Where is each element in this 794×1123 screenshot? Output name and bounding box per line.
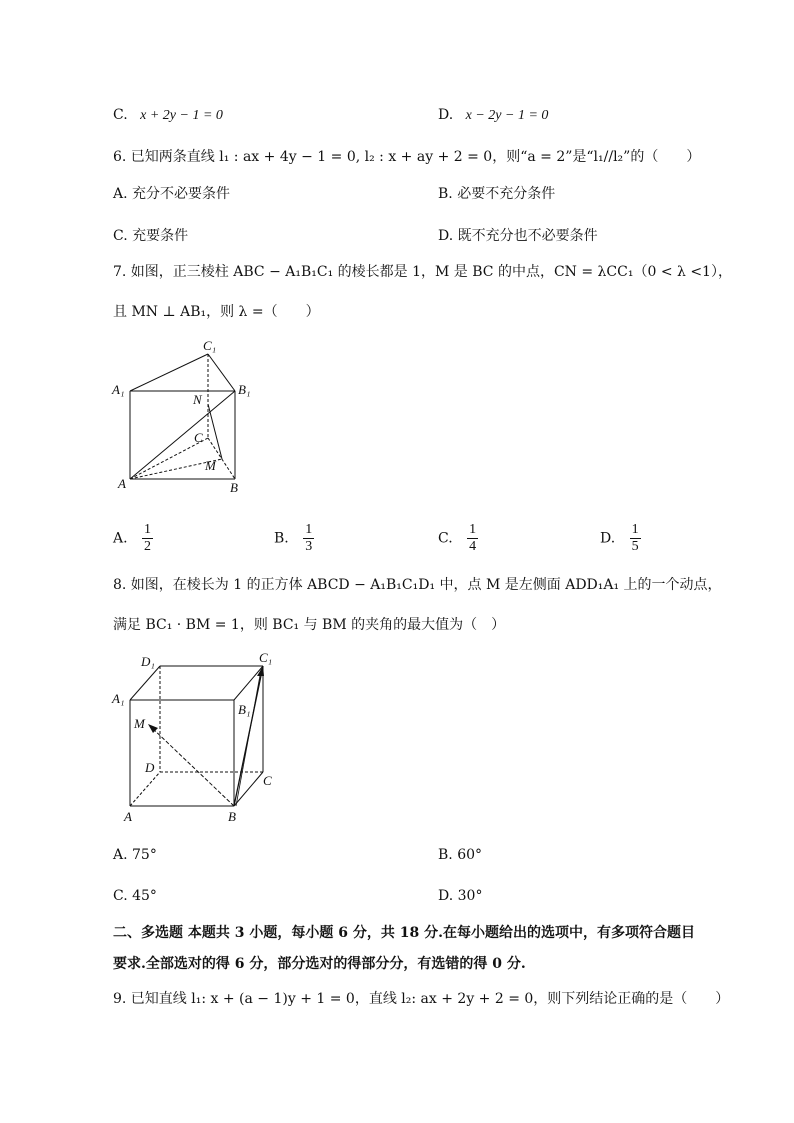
q7-option-c: C. $\frac{1}{4}$ bbox=[438, 522, 477, 554]
q7-option-a: A. $\frac{1}{2}$ bbox=[113, 522, 152, 554]
q6-option-d: D. 既不充分也不必要条件 bbox=[438, 228, 598, 244]
q9-stem: 9. 已知直线 l₁: x + (a − 1)y + 1 = 0，直线 l₂: ax + 2y + 2 = 0，则下列结论正确的是（ ） bbox=[113, 991, 730, 1007]
q7-label-m: M bbox=[205, 458, 216, 473]
q8-label-c1: C₁ bbox=[259, 650, 273, 665]
q8-option-a: A. 75° bbox=[113, 847, 157, 863]
q8-label-m: M bbox=[134, 716, 145, 731]
q8-option-b: B. 60° bbox=[438, 847, 483, 863]
q8-label-a: A bbox=[124, 809, 132, 824]
q8-label-a1: A₁ bbox=[112, 691, 125, 706]
q8-label-d1: D₁ bbox=[141, 654, 155, 669]
q7-label-b1: B₁ bbox=[238, 382, 251, 397]
q6-option-a: A. 充分不必要条件 bbox=[113, 186, 231, 202]
q7-option-d: D. $\frac{1}{5}$ bbox=[600, 522, 639, 554]
q5-option-d: D. x − 2y − 1 = 0 bbox=[438, 107, 549, 123]
q7-stem-line1: 7. 如图，正三棱柱 ABC − A₁B₁C₁ 的棱长都是 1，M 是 BC 的中点，CN = λCC₁（0 < λ <1）， bbox=[113, 264, 732, 280]
q7-label-c: C bbox=[194, 430, 203, 445]
q6-option-c: C. 充要条件 bbox=[113, 228, 189, 244]
q7-option-b: B. $\frac{1}{3}$ bbox=[274, 522, 313, 554]
q7-prism-figure bbox=[108, 336, 268, 501]
q8-label-b1: B₁ bbox=[238, 702, 251, 717]
q5-option-d-text: x − 2y − 1 = 0 bbox=[465, 108, 549, 123]
q8-option-d: D. 30° bbox=[438, 888, 483, 904]
q6-option-b: B. 必要不充分条件 bbox=[438, 186, 556, 202]
q8-cube-figure bbox=[108, 648, 288, 826]
section2-heading-line1: 二、多选题 本题共 3 小题，每小题 6 分，共 18 分.在每小题给出的选项中，有多项符合题目 bbox=[113, 925, 695, 941]
q5-option-c-text: x + 2y − 1 = 0 bbox=[140, 108, 223, 123]
q7-stem-line2: 且 MN ⊥ AB₁，则 λ =（ ） bbox=[113, 304, 320, 320]
q8-option-c: C. 45° bbox=[113, 888, 157, 904]
q8-stem-line1: 8. 如图，在棱长为 1 的正方体 ABCD − A₁B₁C₁D₁ 中，点 M 是左侧面 ADD₁A₁ 上的一个动点， bbox=[113, 577, 722, 593]
q8-label-d: D bbox=[145, 760, 155, 775]
q6-stem: 6. 已知两条直线 l₁ : ax + 4y − 1 = 0, l₂ : x + ay + 2 = 0，则“a = 2”是“l₁//l₂”的（ ） bbox=[113, 149, 701, 165]
section2-heading-line2: 要求.全部选对的得 6 分，部分选对的得部分分，有选错的得 0 分. bbox=[113, 956, 526, 972]
q7-label-a: A bbox=[118, 476, 126, 491]
q7-label-a1: A₁ bbox=[112, 382, 125, 397]
q7-label-c1: C₁ bbox=[203, 338, 217, 353]
q7-label-b: B bbox=[230, 480, 238, 495]
q8-label-b: B bbox=[228, 809, 236, 824]
q7-label-n: N bbox=[193, 392, 202, 407]
q8-stem-line2: 满足 BC₁ · BM = 1，则 BC₁ 与 BM 的夹角的最大值为（ ） bbox=[113, 617, 506, 633]
q5-option-c: C. x + 2y − 1 = 0 bbox=[113, 107, 223, 123]
q8-label-c: C bbox=[263, 773, 272, 788]
